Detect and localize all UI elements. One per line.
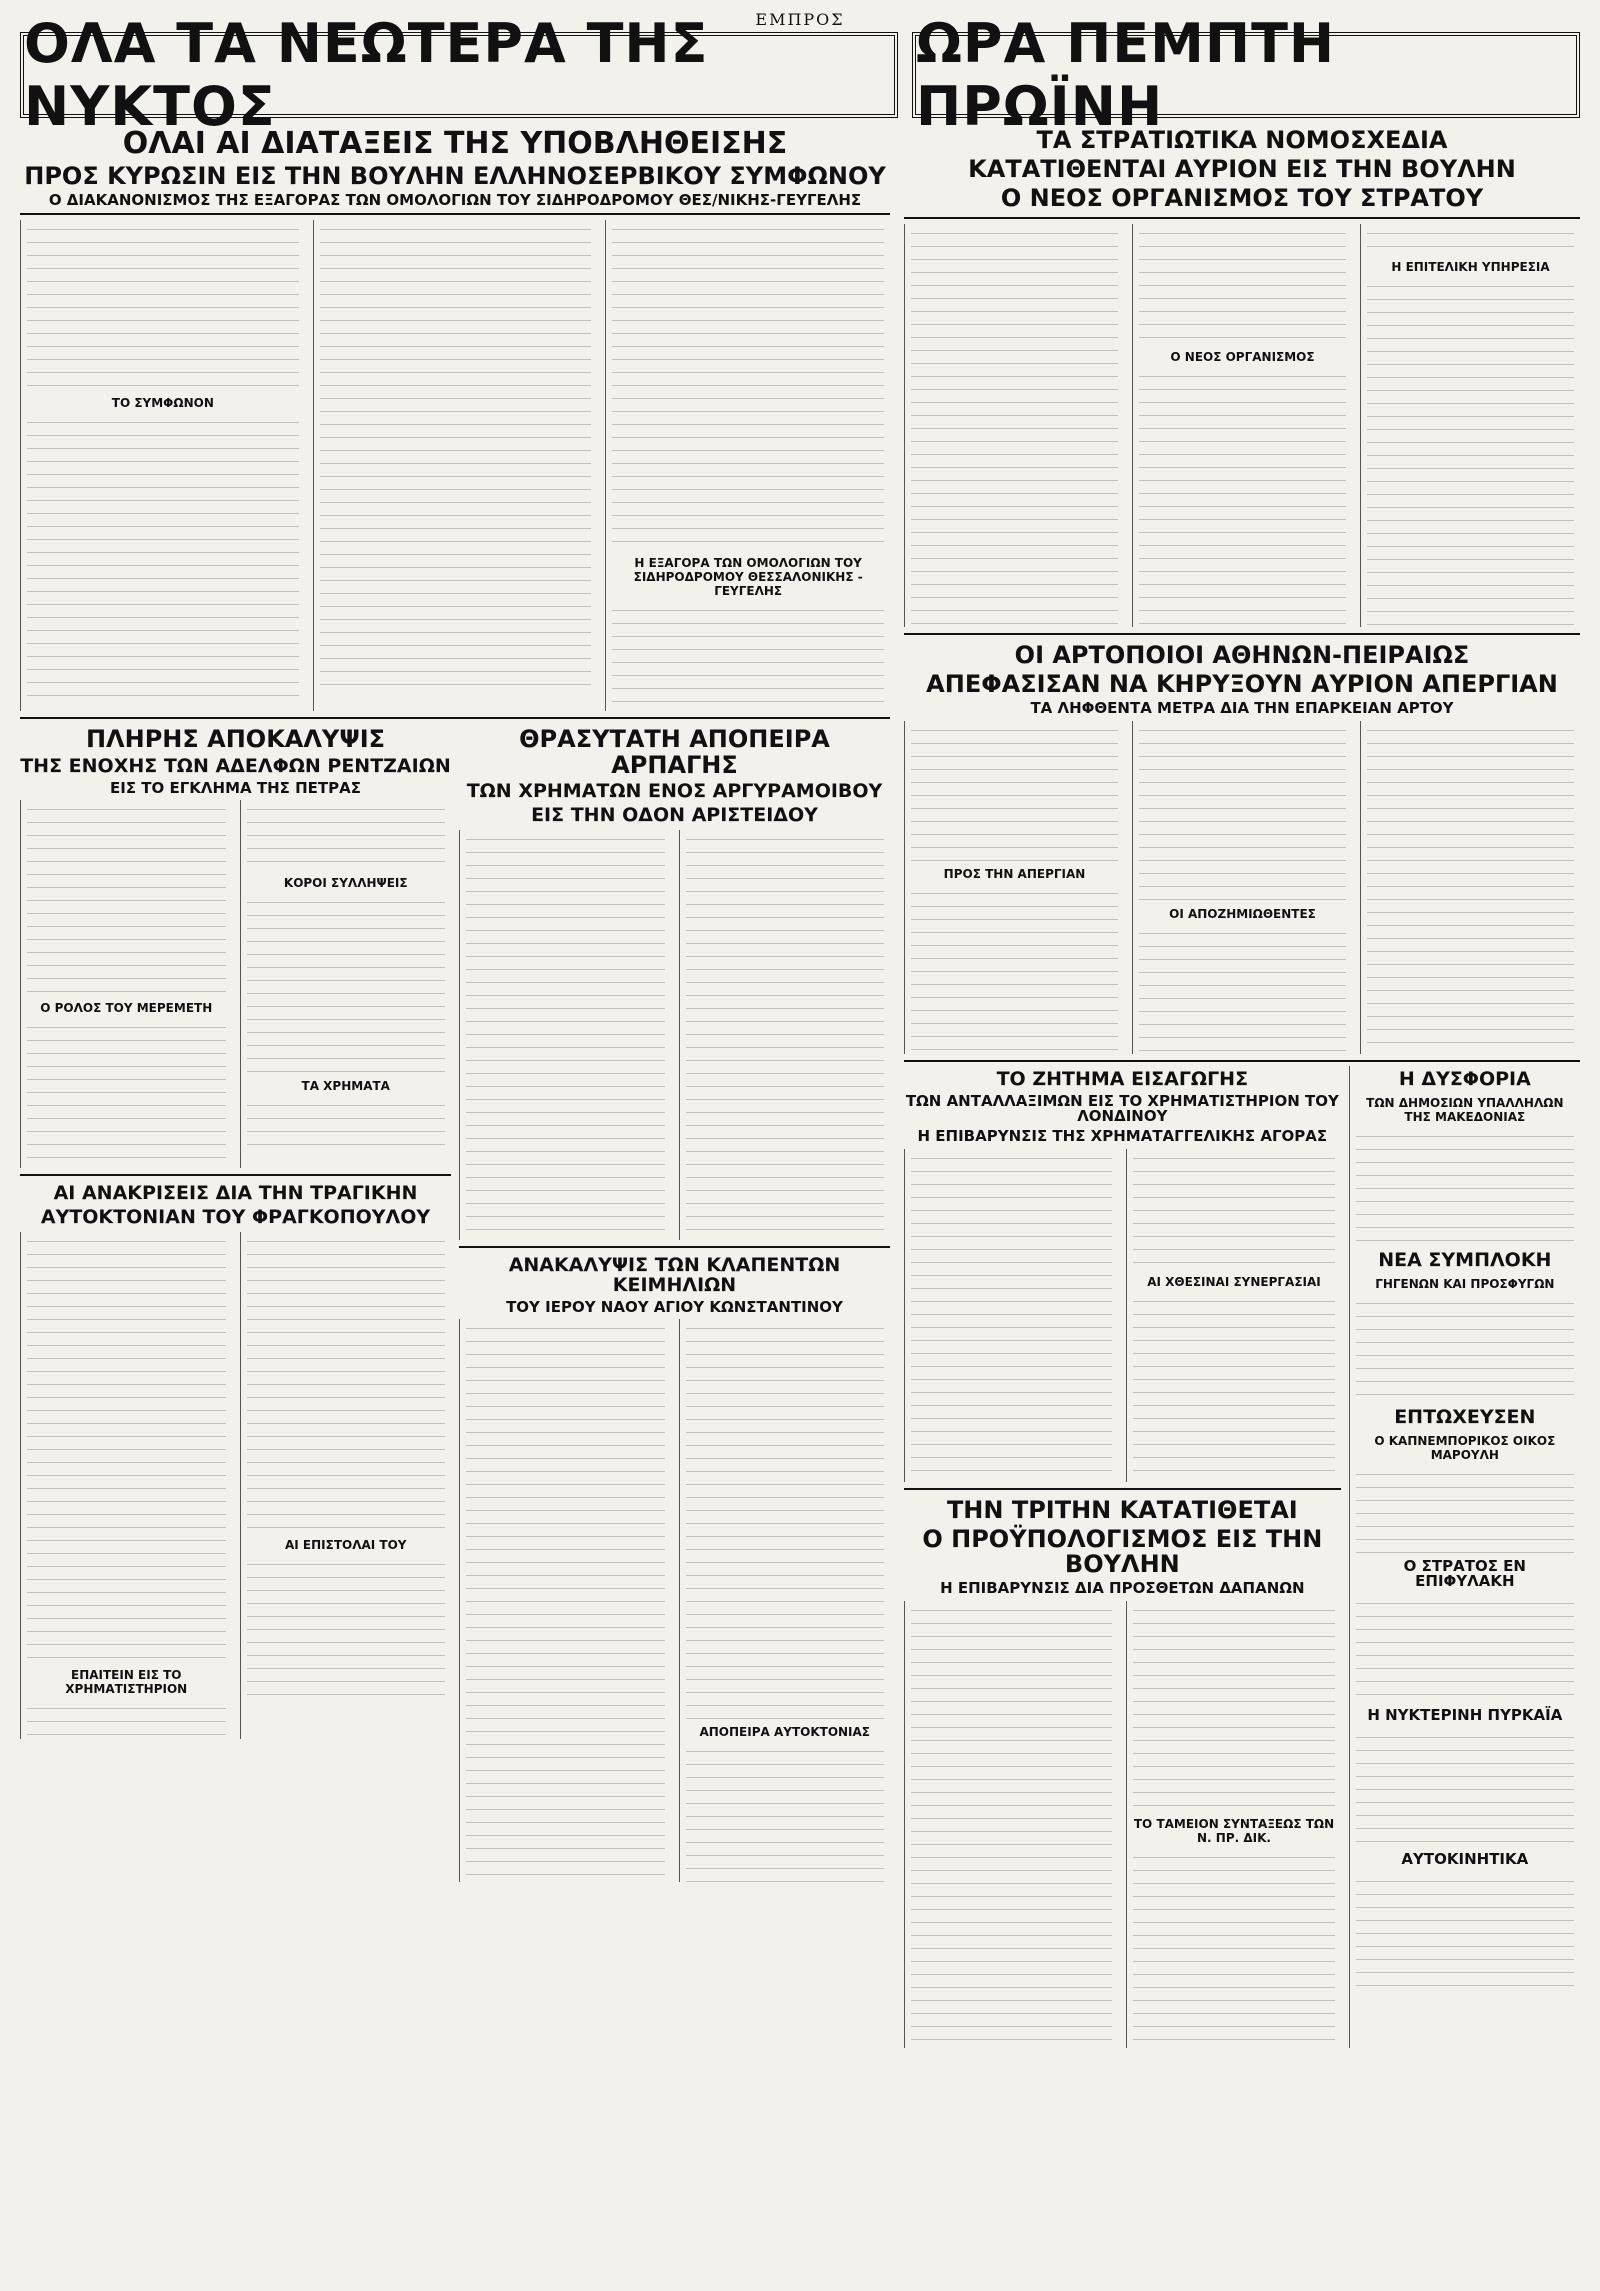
newspaper-page bbox=[20, 10, 1580, 2260]
side-sub-0: ΤΩΝ ΔΗΜΟΣΙΩΝ ΥΠΑΛΛΗΛΩΝ ΤΗΣ ΜΑΚΕΔΟΝΙΑΣ bbox=[1366, 1095, 1564, 1124]
story3-h3: ΕΙΣ ΤΗΝ ΟΔΟΝ ΑΡΙΣΤΕΙΔΟΥ bbox=[531, 803, 818, 826]
text-column bbox=[466, 1319, 665, 1879]
right-lead-h1: ΤΑ ΣΤΡΑΤΙΩΤΙΚΑ ΝΟΜΟΣΧΕΔΙΑ bbox=[1036, 126, 1448, 154]
right-story4-h3: Η ΕΠΙΒΑΡΥΝΣΙΣ ΔΙΑ ΠΡΟΣΘΕΤΩΝ ΔΑΠΑΝΩΝ bbox=[940, 1579, 1305, 1598]
text-column bbox=[911, 1149, 1112, 1479]
text-column bbox=[320, 220, 592, 695]
story4-h1: ΑΙ ΑΝΑΚΡΙΣΕΙΣ ΔΙΑ ΤΗΝ ΤΡΑΓΙΚΗΝ bbox=[53, 1182, 418, 1205]
right-story2-sub1: ΠΡΟΣ ΤΗΝ ΑΠΕΡΓΙΑΝ bbox=[943, 866, 1086, 881]
story2-h2: ΤΗΣ ΕΝΟΧΗΣ ΤΩΝ ΑΔΕΛΦΩΝ ΡΕΝΤΖΑΙΩΝ bbox=[20, 754, 451, 777]
text-column bbox=[911, 224, 1118, 624]
left-lead-sub2: Η ΕΞΑΓΟΡΑ ΤΩΝ ΟΜΟΛΟΓΙΩΝ ΤΟΥ ΣΙΔΗΡΟΔΡΟΜΟΥ ΘΕΣΣΑΛΟΝΙΚΗΣ - ΓΕΥΓΕΛΗΣ bbox=[633, 556, 863, 599]
text-column bbox=[1356, 1872, 1574, 1992]
story-bakers bbox=[904, 633, 1580, 1054]
right-story3-h3: Η ΕΠΙΒΑΡΥΝΣΙΣ ΤΗΣ ΧΡΗΜΑΤΑΓΓΕΛΙΚΗΣ ΑΓΟΡΑΣ bbox=[917, 1127, 1328, 1146]
side-h-3: Ο ΣΤΡΑΤΟΣ ΕΝ ΕΠΙΦΥΛΑΚΗ bbox=[1403, 1556, 1526, 1591]
right-story3-sub1: ΑΙ ΧΘΕΣΙΝΑΙ ΣΥΝΕΡΓΑΣΙΑΙ bbox=[1147, 1274, 1321, 1289]
text-column bbox=[247, 893, 446, 1073]
text-column bbox=[1356, 1594, 1574, 1704]
left-lead-sub1: ΤΟ ΣΥΜΦΩΝΟΝ bbox=[111, 396, 214, 411]
text-column bbox=[1133, 1292, 1334, 1482]
side-sub-2: Ο ΚΑΠΝΕΜΠΟΡΙΚΟΣ ΟΙΚΟΣ ΜΑΡΟΥΛΗ bbox=[1374, 1433, 1556, 1462]
text-column bbox=[612, 220, 884, 550]
right-story3-h2: ΤΩΝ ΑΝΤΑΛΛΑΞΙΜΩΝ ΕΙΣ ΤΟ ΧΡΗΜΑΤΙΣΤΗΡΙΟΝ ΤΟΥ ΛΟΝΔΙΝΟΥ bbox=[905, 1091, 1339, 1126]
side-h-1: ΝΕΑ ΣΥΜΠΛΟΚΗ bbox=[1378, 1248, 1552, 1271]
left-section bbox=[20, 124, 890, 2048]
text-column bbox=[686, 1742, 885, 1882]
text-column bbox=[27, 1232, 226, 1662]
text-column bbox=[911, 884, 1118, 1054]
story2-sub2: ΚΟΡΟΙ ΣΥΛΛΗΨΕΙΣ bbox=[283, 876, 408, 891]
story3-h2: ΤΩΝ ΧΡΗΜΑΤΩΝ ΕΝΟΣ ΑΡΓΥΡΑΜΟΙΒΟΥ bbox=[466, 779, 883, 802]
story4-sub2: ΕΠΑΙΤΕΙΝ ΕΙΣ ΤΟ ΧΡΗΜΑΤΙΣΤΗΡΙΟΝ bbox=[65, 1668, 188, 1697]
story4-sub1: ΑΙ ΕΠΙΣΤΟΛΑΙ ΤΟΥ bbox=[284, 1538, 407, 1553]
text-column bbox=[911, 1601, 1112, 2041]
side-h-2: ΕΠΤΩΧΕΥΣΕΝ bbox=[1394, 1405, 1536, 1428]
right-story2-h1: ΟΙ ΑΡΤΟΠΟΙΟΙ ΑΘΗΝΩΝ-ΠΕΙΡΑΙΩΣ bbox=[1014, 640, 1470, 669]
right-lead-h2: ΚΑΤΑΤΙΘΕΝΤΑΙ ΑΥΡΙΟΝ ΕΙΣ ΤΗΝ ΒΟΥΛΗΝ bbox=[968, 155, 1516, 184]
text-column bbox=[1139, 924, 1346, 1054]
text-column bbox=[247, 1555, 446, 1705]
text-column bbox=[27, 220, 299, 390]
text-column bbox=[247, 800, 446, 870]
side-h-4: Η ΝΥΚΤΕΡΙΝΗ ΠΥΡΚΑΪΑ bbox=[1367, 1706, 1563, 1724]
right-story2-sub2: ΟΙ ΑΠΟΖΗΜΙΩΘΕΝΤΕΣ bbox=[1169, 906, 1316, 921]
right-story4-h1: ΤΗΝ ΤΡΙΤΗΝ ΚΑΤΑΤΙΘΕΤΑΙ bbox=[946, 1495, 1298, 1524]
text-column bbox=[1356, 1294, 1574, 1404]
text-column bbox=[1367, 721, 1574, 1051]
right-story3-h1: ΤΟ ΖΗΤΗΜΑ ΕΙΣΑΓΩΓΗΣ bbox=[996, 1067, 1249, 1090]
left-lead-h2: ΠΡΟΣ ΚΥΡΩΣΙΝ ΕΙΣ ΤΗΝ ΒΟΥΛΗΝ ΕΛΛΗΝΟΣΕΡΒΙΚΟΥ ΣΥΜΦΩΝΟΥ bbox=[24, 161, 886, 190]
text-column bbox=[686, 1319, 885, 1719]
text-column bbox=[1367, 277, 1574, 627]
story3-h1: ΘΡΑΣΥΤΑΤΗ ΑΠΟΠΕΙΡΑ ΑΡΠΑΓΗΣ bbox=[519, 725, 830, 779]
text-column bbox=[27, 800, 226, 995]
text-column bbox=[1356, 1728, 1574, 1848]
text-column bbox=[247, 1232, 446, 1532]
right-story2-h2: ΑΠΕΦΑΣΙΣΑΝ ΝΑ ΚΗΡΥΞΟΥΝ ΑΥΡΙΟΝ ΑΠΕΡΓΙΑΝ bbox=[926, 669, 1558, 698]
text-column bbox=[1133, 1149, 1334, 1269]
divider bbox=[20, 213, 890, 215]
right-story4-sub1: ΤΟ ΤΑΜΕΙΟΝ ΣΥΝΤΑΞΕΩΣ ΤΩΝ Ν. ΠΡ. ΔΙΚ. bbox=[1133, 1817, 1335, 1846]
story2-sub3: ΤΑ ΧΡΗΜΑΤΑ bbox=[301, 1079, 390, 1094]
right-lead-sub1: Ο ΝΕΟΣ ΟΡΓΑΝΙΣΜΟΣ bbox=[1170, 349, 1315, 364]
left-lead-body bbox=[20, 220, 890, 711]
right-lead-body bbox=[904, 224, 1580, 627]
text-column bbox=[466, 830, 665, 1240]
side-sub-1: ΓΗΓΕΝΩΝ ΚΑΙ ΠΡΟΣΦΥΓΩΝ bbox=[1375, 1276, 1555, 1291]
text-column bbox=[27, 1699, 226, 1739]
banner-right: ΩΡΑ ΠΕΜΠΤΗ ΠΡΩΪΝΗ bbox=[912, 32, 1580, 118]
story4-h2: ΑΥΤΟΚΤΟΝΙΑΝ ΤΟΥ ΦΡΑΓΚΟΠΟΥΛΟΥ bbox=[40, 1206, 431, 1229]
text-column bbox=[612, 601, 884, 711]
story5-sub1: ΑΠΟΠΕΙΡΑ ΑΥΤΟΚΤΟΝΙΑΣ bbox=[699, 1725, 871, 1740]
right-lower bbox=[904, 1060, 1580, 2049]
text-column bbox=[247, 1096, 446, 1156]
text-column bbox=[1139, 721, 1346, 901]
banner-left: ΟΛΑ ΤΑ ΝΕΩΤΕΡΑ ΤΗΣ ΝΥΚΤΟΣ bbox=[20, 32, 898, 118]
text-column bbox=[1139, 224, 1346, 344]
text-column bbox=[1133, 1848, 1334, 2048]
side-h-0: Η ΔΥΣΦΟΡΙΑ bbox=[1398, 1067, 1531, 1090]
text-column bbox=[1133, 1601, 1334, 1811]
text-column bbox=[1367, 224, 1574, 254]
right-lead-h3: Ο ΝΕΟΣ ΟΡΓΑΝΙΣΜΟΣ ΤΟΥ ΣΤΡΑΤΟΥ bbox=[1000, 184, 1484, 213]
right-sidebar bbox=[1349, 1066, 1580, 2049]
story5-h2: ΤΟΥ ΙΕΡΟΥ ΝΑΟΥ ΑΓΙΟΥ ΚΩΝΣΤΑΝΤΙΝΟΥ bbox=[506, 1297, 843, 1316]
divider bbox=[904, 217, 1580, 219]
text-column bbox=[27, 1018, 226, 1168]
text-column bbox=[686, 830, 885, 1240]
story-rentzaioi bbox=[20, 723, 451, 1882]
story2-sub1: Ο ΡΟΛΟΣ ΤΟΥ ΜΕΡΕΜΕΤΗ bbox=[40, 1001, 213, 1016]
right-story4-h2: Ο ΠΡΟΫΠΟΛΟΓΙΣΜΟΣ ΕΙΣ ΤΗΝ ΒΟΥΛΗΝ bbox=[922, 1525, 1323, 1579]
masthead: ΕΜΠΡΟΣ bbox=[755, 10, 845, 29]
text-column bbox=[1139, 367, 1346, 627]
text-column bbox=[27, 413, 299, 703]
left-lead-h1: ΟΛΑΙ ΑΙ ΔΙΑΤΑΞΕΙΣ ΤΗΣ ΥΠΟΒΛΗΘΕΙΣΗΣ bbox=[122, 126, 788, 161]
text-column bbox=[1356, 1465, 1574, 1555]
story-aristeidou bbox=[459, 723, 890, 1882]
story2-h3: ΕΙΣ ΤΟ ΕΓΚΛΗΜΑ ΤΗΣ ΠΕΤΡΑΣ bbox=[110, 778, 361, 797]
right-story2-h3: ΤΑ ΛΗΦΘΕΝΤΑ ΜΕΤΡΑ ΔΙΑ ΤΗΝ ΕΠΑΡΚΕΙΑΝ ΑΡΤΟΥ bbox=[1030, 698, 1454, 717]
text-column bbox=[1356, 1127, 1574, 1247]
story2-h1: ΠΛΗΡΗΣ ΑΠΟΚΑΛΥΨΙΣ bbox=[85, 725, 386, 754]
left-middle bbox=[20, 717, 890, 1882]
side-h-5: ΑΥΤΟΚΙΝΗΤΙΚΑ bbox=[1401, 1849, 1529, 1868]
text-column bbox=[911, 721, 1118, 861]
right-section bbox=[904, 124, 1580, 2048]
right-lead-sub2: Η ΕΠΙΤΕΛΙΚΗ ΥΠΗΡΕΣΙΑ bbox=[1391, 259, 1550, 274]
left-lead-h3: Ο ΔΙΑΚΑΝΟΝΙΣΜΟΣ ΤΗΣ ΕΞΑΓΟΡΑΣ ΤΩΝ ΟΜΟΛΟΓΙΩΝ ΤΟΥ ΣΙΔΗΡΟΔΡΟΜΟΥ ΘΕΣ/ΝΙΚΗΣ-ΓΕΥΓΕΛΗΣ bbox=[48, 190, 862, 209]
story5-h1: ΑΝΑΚΑΛΥΨΙΣ ΤΩΝ ΚΛΑΠΕΝΤΩΝ ΚΕΙΜΗΛΙΩΝ bbox=[508, 1253, 841, 1296]
